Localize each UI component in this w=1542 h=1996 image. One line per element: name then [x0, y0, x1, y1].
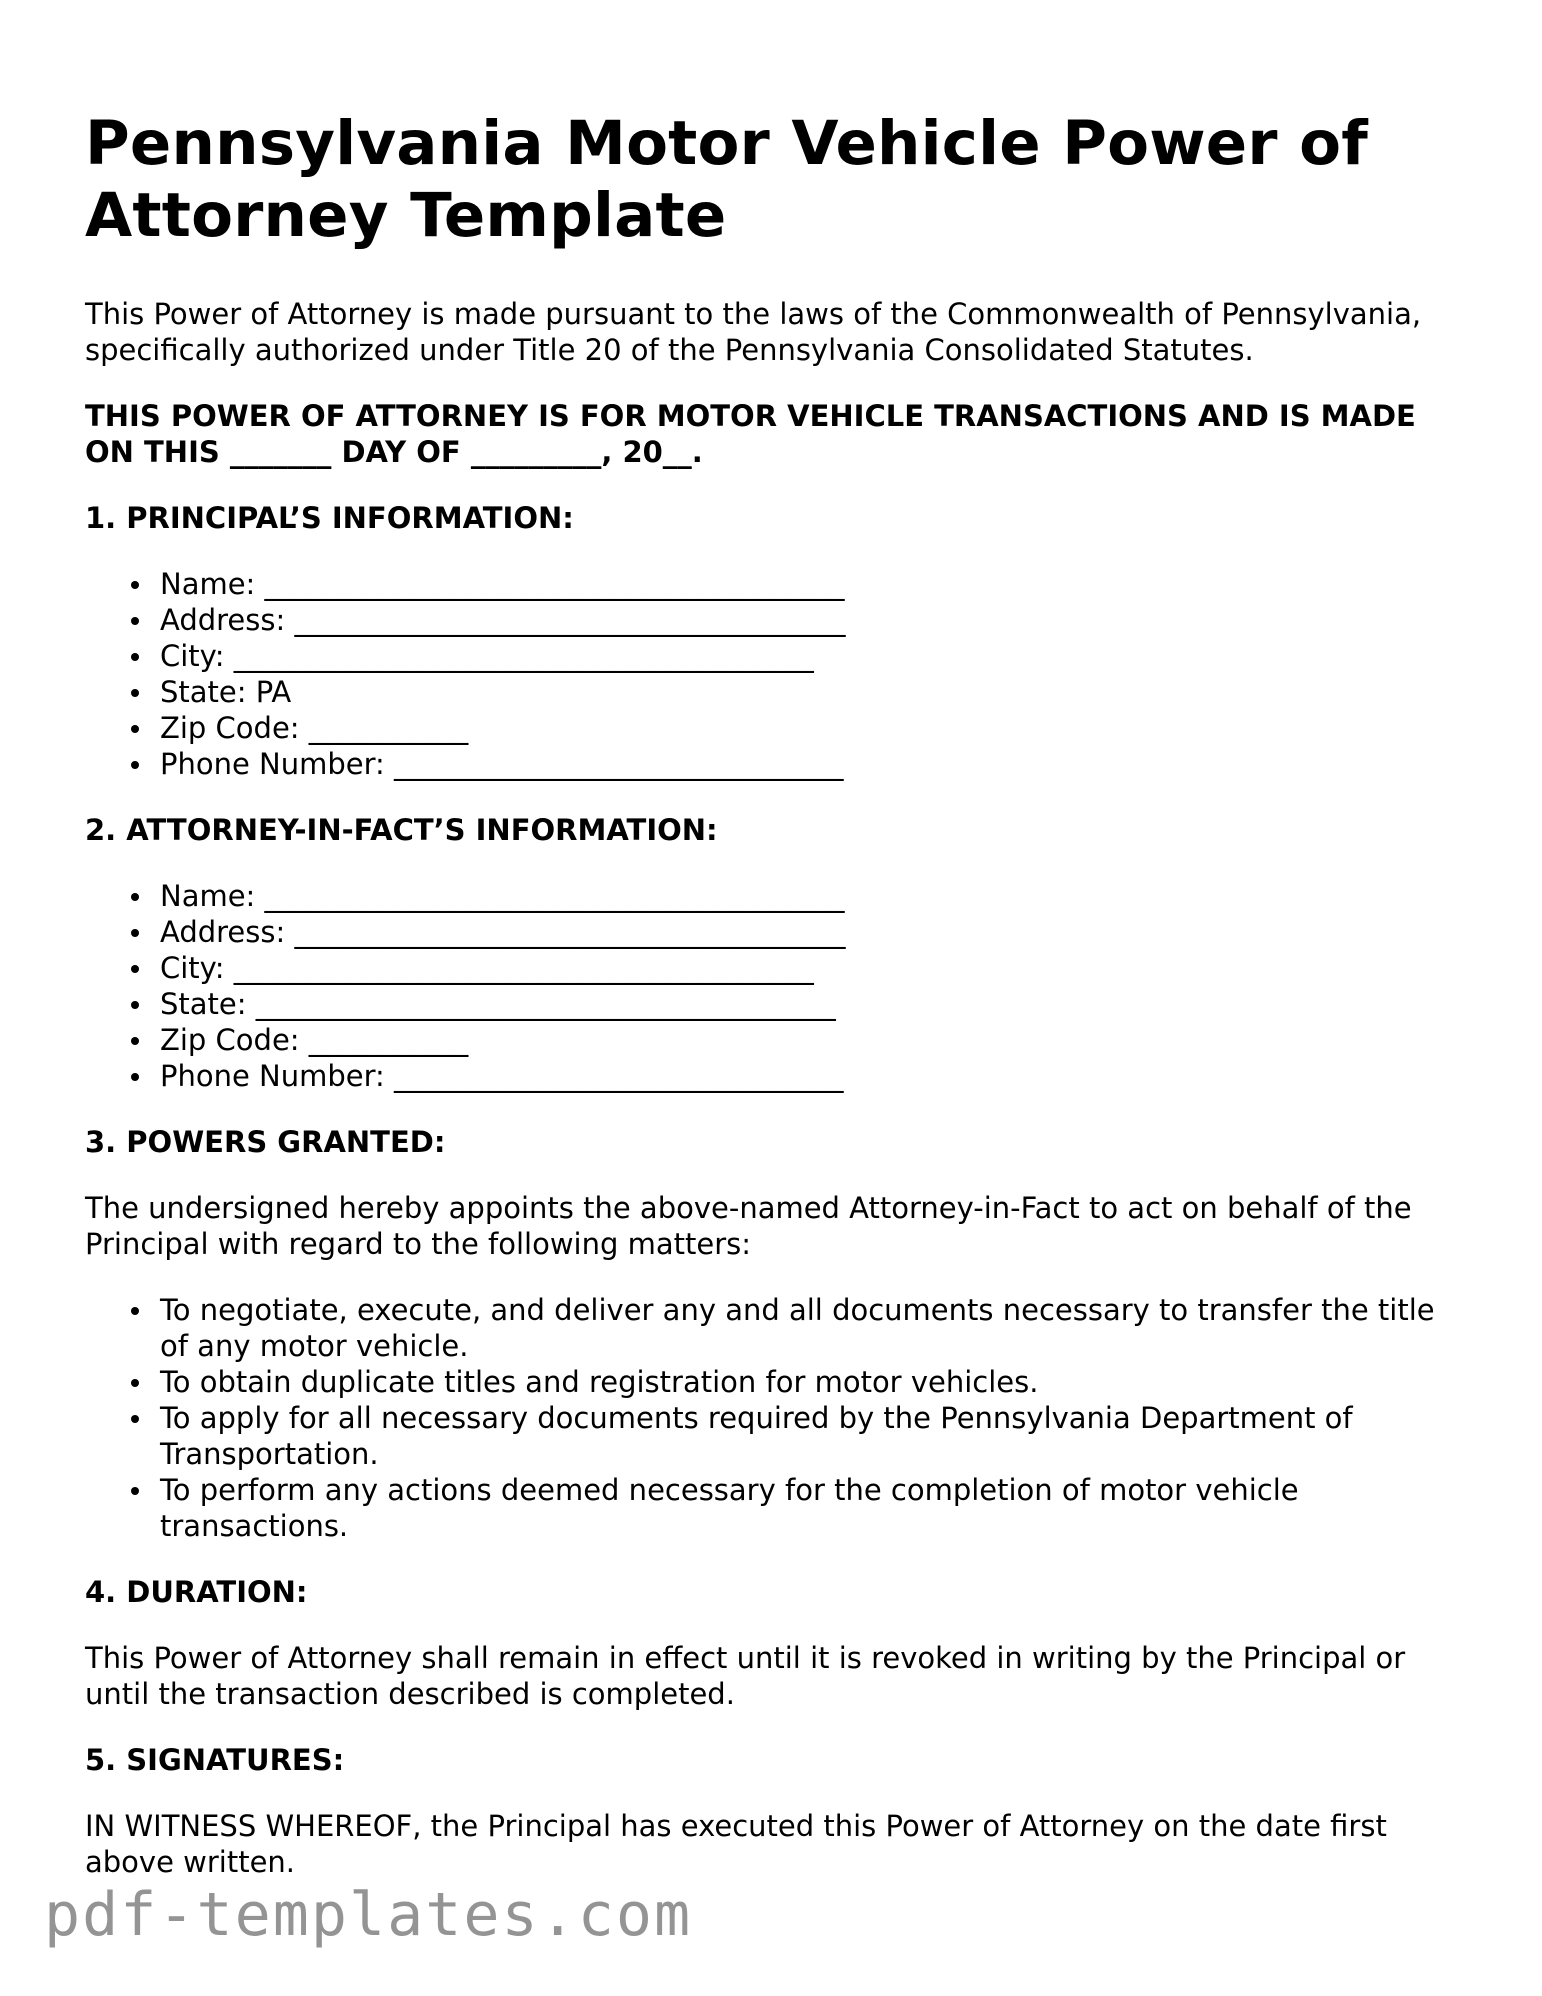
- attorney-address-field: Address: ______________________________________: [160, 914, 1465, 950]
- principal-name-field: Name: ________________________________________: [160, 566, 1465, 602]
- power-item: To perform any actions deemed necessary for the completion of motor vehicle transactions.: [160, 1472, 1465, 1544]
- signatures-text: IN WITNESS WHEREOF, the Principal has executed this Power of Attorney on the date first above written.: [85, 1809, 1387, 1879]
- principal-state-field: State: PA: [160, 674, 1465, 710]
- powers-intro: The undersigned hereby appoints the above-named Attorney-in-Fact to act on behalf of the Principal with regard to the following matters:: [85, 1191, 1412, 1261]
- power-item: To obtain duplicate titles and registration for motor vehicles.: [160, 1364, 1465, 1400]
- principal-address-field: Address: ______________________________________: [160, 602, 1465, 638]
- powers-list: [85, 1292, 1465, 1544]
- document-title: Pennsylvania Motor Vehicle Power of Attorney Template: [85, 108, 1368, 251]
- attorney-fields-list: [85, 878, 1465, 1094]
- attorney-phone-field: Phone Number: _______________________________: [160, 1058, 1465, 1094]
- signatures-heading: 5. SIGNATURES:: [85, 1743, 345, 1777]
- attorney-name-field: Name: ________________________________________: [160, 878, 1465, 914]
- document-page: [85, 108, 1465, 1910]
- attorney-heading: 2. ATTORNEY-IN-FACT’S INFORMATION:: [85, 813, 718, 847]
- principal-heading: 1. PRINCIPAL’S INFORMATION:: [85, 501, 574, 535]
- attorney-city-field: City: ________________________________________: [160, 950, 1465, 986]
- principal-fields-list: [85, 566, 1465, 782]
- principal-city-field: City: ________________________________________: [160, 638, 1465, 674]
- duration-heading: 4. DURATION:: [85, 1575, 308, 1609]
- attorney-state-field: State: ________________________________________: [160, 986, 1465, 1022]
- power-item: To negotiate, execute, and deliver any and all documents necessary to transfer the title of any motor vehicle.: [160, 1292, 1465, 1364]
- principal-phone-field: Phone Number: _______________________________: [160, 746, 1465, 782]
- attorney-zip-field: Zip Code: ___________: [160, 1022, 1465, 1058]
- principal-zip-field: Zip Code: ___________: [160, 710, 1465, 746]
- intro-paragraph: This Power of Attorney is made pursuant to the laws of the Commonwealth of Pennsylvania, specifically authorized under Title 20 of the Pennsylvania Consolidated Statutes.: [85, 297, 1422, 367]
- powers-heading: 3. POWERS GRANTED:: [85, 1125, 446, 1159]
- site-watermark: pdf-templates.com: [44, 1880, 693, 1950]
- power-item: To apply for all necessary documents required by the Pennsylvania Department of Transportation.: [160, 1400, 1465, 1472]
- duration-text: This Power of Attorney shall remain in effect until it is revoked in writing by the Principal or until the transaction described is completed.: [85, 1641, 1406, 1711]
- made-on-statement: THIS POWER OF ATTORNEY IS FOR MOTOR VEHICLE TRANSACTIONS AND IS MADE ON THIS _______ DAY OF _________, 20__.: [85, 399, 1416, 469]
